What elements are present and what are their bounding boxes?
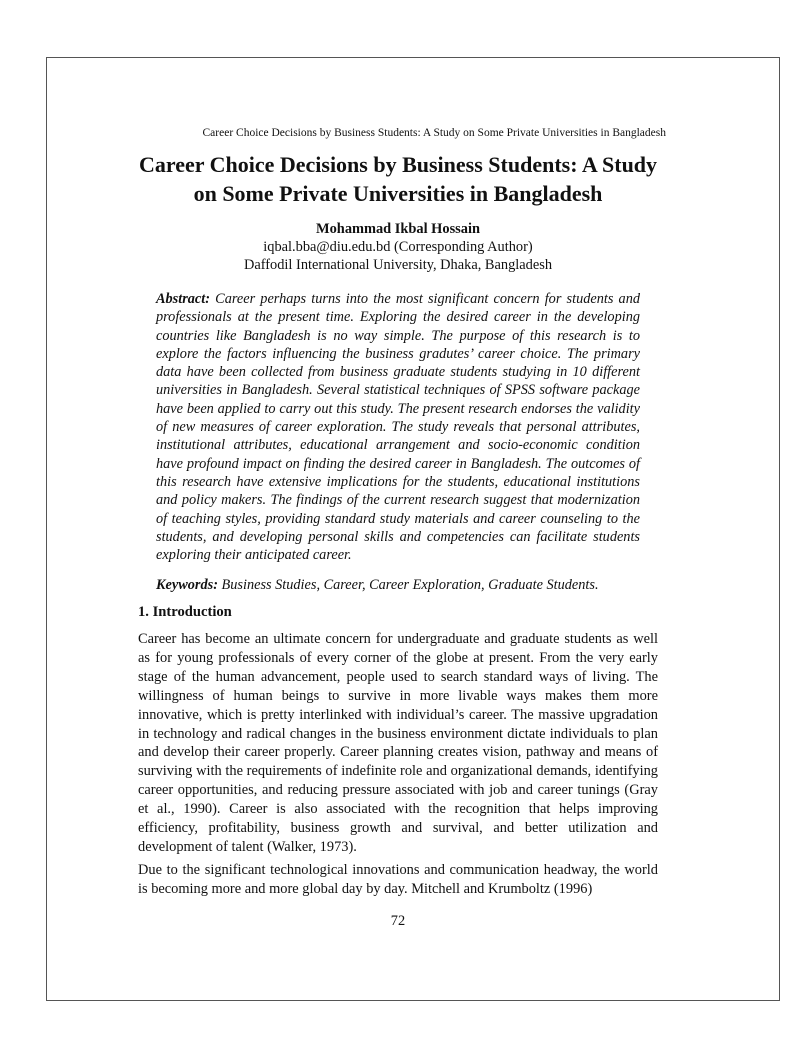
paragraph: Due to the significant technological innovations and communication headway, the world is becoming more and more global day by day. Mitchell and Krumboltz (1996) xyxy=(138,862,658,897)
author-block xyxy=(138,220,658,274)
paragraph: Career has become an ultimate concern for undergraduate and graduate students as well as for young professionals of every corner of the globe at present. From the very early stage of the human advancement, people used to search standard ways of living. The willingness of human beings to survive in more livable ways makes them more innovative, which is pretty interlinked with individual’s career. The massive upgradation in technology and radical changes in the business environment dictate individuals to plan and develop their career properly. Career planning creates vision, pathway and means of surviving with the requirements of indefinite role and organizational demands, identifying career opportunities, and reducing pressure associated with job and career tunings (Gray et al., 1990). Career is also associated with the recognition that helps improving efficiency, profitability, business growth and survival, and better utilization and development of talent (Walker, 1973). xyxy=(138,631,658,855)
page-number: 72 xyxy=(390,913,406,929)
paper-title: Career Choice Decisions by Business Students: A Study on Some Private Universities in Bangladesh xyxy=(138,152,658,206)
abstract-label: Abstract: xyxy=(156,291,211,307)
keywords-text: Business Studies, Career, Career Exploration, Graduate Students. xyxy=(221,577,599,593)
running-head: Career Choice Decisions by Business Students: A Study on Some Private Universities in Bangladesh xyxy=(202,127,666,139)
keywords-label: Keywords: xyxy=(156,577,218,593)
section-heading: 1. Introduction xyxy=(138,604,232,620)
author-email: iqbal.bba@diu.edu.bd (Corresponding Author) xyxy=(263,239,533,255)
keywords xyxy=(156,576,646,594)
author-affiliation: Daffodil International University, Dhaka, Bangladesh xyxy=(243,257,553,273)
author-name: Mohammad Ikbal Hossain xyxy=(316,221,480,237)
abstract-text: Career perhaps turns into the most significant concern for students and professionals at the present time. Exploring the desired career in the developing countries like Bangladesh is no way simple. The purpose of this research is to explore the factors influencing the business gradutes’ career choice. The primary data have been collected from business graduate students studying in 10 different universities in Bangladesh. Several statistical techniques of SPSS software package have been applied to carry out this study. The present research endorses the validity of new measures of career exploration. The study reveals that personal attributes, institutional attributes, educational arrangement and socio-economic condition have profound impact on finding the desired career in Bangladesh. The outcomes of this research have extensive implications for the students, educational institutions and policy makers. The findings of the current research suggest that modernization of teaching styles, providing standard study materials and career counseling to the students, and developing personal skills and competencies can facilitate students exploring their anticipated career. xyxy=(156,291,640,564)
abstract xyxy=(156,290,640,564)
